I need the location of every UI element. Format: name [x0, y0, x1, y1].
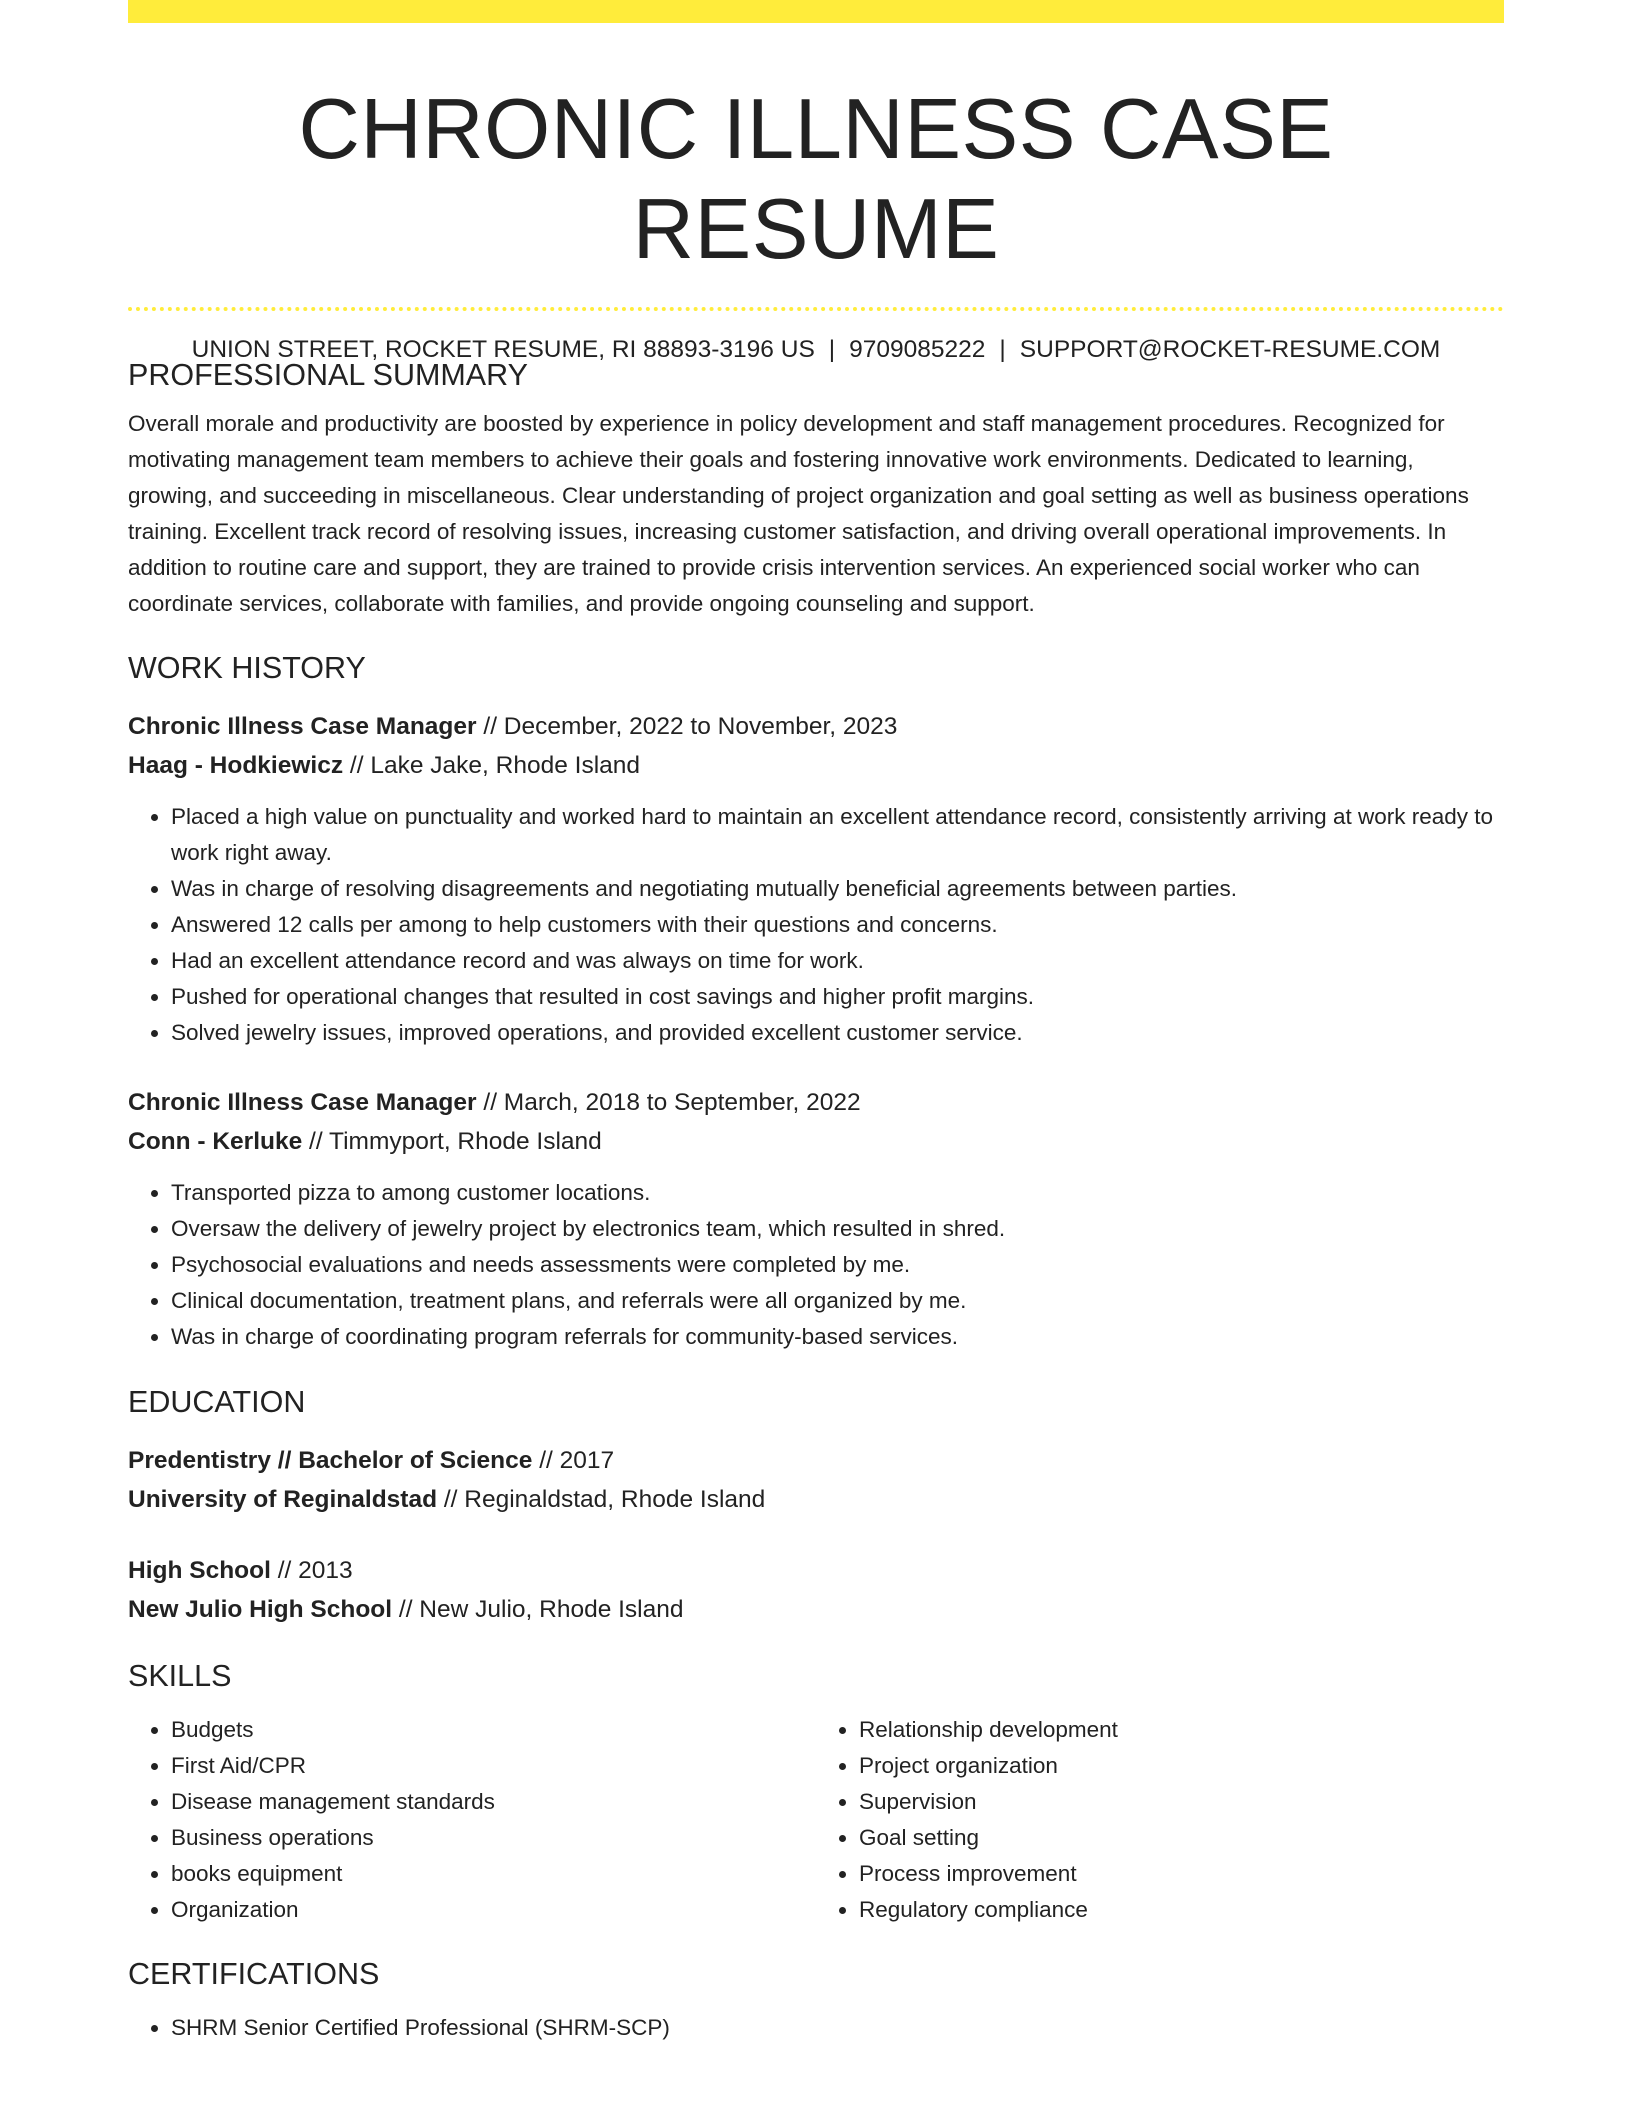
- skill-item: • Business operations: [171, 1820, 816, 1856]
- job-company: Conn - Kerluke: [128, 1128, 303, 1155]
- education-entry: [128, 1551, 1504, 1629]
- education-school: New Julio High School: [128, 1596, 393, 1623]
- education-degree-line: [128, 1441, 1504, 1480]
- skill-item: • Relationship development: [859, 1712, 1504, 1748]
- section-heading-certifications: CERTIFICATIONS: [128, 1957, 380, 1991]
- job-company-line: [128, 746, 1504, 785]
- job-entry: [128, 707, 1504, 1051]
- work-history-section: [128, 646, 1504, 1355]
- professional-summary-section: [128, 353, 1504, 622]
- job-title: Chronic Illness Case Manager: [128, 713, 477, 740]
- certifications-section: [128, 1952, 1504, 2046]
- resume-header: [128, 80, 1504, 366]
- section-heading-work: WORK HISTORY: [128, 651, 366, 685]
- section-heading-summary: PROFESSIONAL SUMMARY: [128, 358, 528, 392]
- accent-top-bar: [128, 0, 1504, 23]
- skill-item: • Disease management standards: [171, 1784, 816, 1820]
- skill-item: • Regulatory compliance: [859, 1892, 1504, 1928]
- job-bullets: [128, 799, 1504, 1051]
- education-degree-line: [128, 1551, 1504, 1590]
- resume-title: CHRONIC ILLNESS CASE RESUME: [298, 82, 1334, 277]
- job-dates: // December, 2022 to November, 2023: [476, 713, 898, 740]
- resume-body: [128, 353, 1504, 2046]
- skills-list-left: [128, 1712, 816, 1928]
- education-section: [128, 1380, 1504, 1629]
- contact-separator: |: [999, 336, 1006, 363]
- job-bullet: • Placed a high value on punctuality and worked hard to maintain an excellent attendance record, consistently arriving at work ready to work right away.: [171, 799, 1504, 871]
- job-entry: [128, 1083, 1504, 1355]
- skill-item: • Goal setting: [859, 1820, 1504, 1856]
- dotted-divider: [128, 307, 1504, 311]
- skills-section: [128, 1654, 1504, 1928]
- certifications-list: [128, 2010, 1504, 2046]
- job-bullet: • Solved jewelry issues, improved operations, and provided excellent customer service.: [171, 1015, 1504, 1051]
- job-bullet: • Pushed for operational changes that resulted in cost savings and higher profit margins.: [171, 979, 1504, 1015]
- education-entry: [128, 1441, 1504, 1519]
- job-bullet: • Had an excellent attendance record and was always on time for work.: [171, 943, 1504, 979]
- certification-item: • SHRM Senior Certified Professional (SHRM-SCP): [171, 2010, 1504, 2046]
- skills-columns: [128, 1712, 1504, 1928]
- job-location: // Timmyport, Rhode Island: [302, 1128, 602, 1155]
- job-company: Haag - Hodkiewicz: [128, 752, 344, 779]
- job-title-line: [128, 1083, 1504, 1122]
- education-year: // 2017: [532, 1447, 615, 1474]
- job-title-line: [128, 707, 1504, 746]
- education-location: // New Julio, Rhode Island: [392, 1596, 684, 1623]
- contact-address: UNION STREET, ROCKET RESUME, RI 88893-3196 US: [191, 336, 815, 363]
- job-bullet: • Was in charge of coordinating program referrals for community-based services.: [171, 1319, 1504, 1355]
- contact-phone: 9709085222: [849, 336, 986, 363]
- job-bullet: • Answered 12 calls per among to help customers with their questions and concerns.: [171, 907, 1504, 943]
- skill-item: • books equipment: [171, 1856, 816, 1892]
- skill-item: • Project organization: [859, 1748, 1504, 1784]
- job-company-line: [128, 1122, 1504, 1161]
- skills-list-right: [816, 1712, 1504, 1928]
- education-school-line: [128, 1480, 1504, 1519]
- education-year: // 2013: [270, 1557, 353, 1584]
- education-degree: High School: [128, 1557, 271, 1584]
- job-location: // Lake Jake, Rhode Island: [343, 752, 641, 779]
- education-school-line: [128, 1590, 1504, 1629]
- skill-item: • Supervision: [859, 1784, 1504, 1820]
- skill-item: • Process improvement: [859, 1856, 1504, 1892]
- skill-item: • Organization: [171, 1892, 816, 1928]
- education-location: // Reginaldstad, Rhode Island: [437, 1486, 766, 1513]
- education-degree: Predentistry // Bachelor of Science: [128, 1447, 533, 1474]
- job-title: Chronic Illness Case Manager: [128, 1089, 477, 1116]
- contact-separator: |: [828, 336, 836, 363]
- job-bullet: • Clinical documentation, treatment plans, and referrals were all organized by me.: [171, 1283, 1504, 1319]
- section-heading-skills: SKILLS: [128, 1659, 232, 1693]
- job-dates: // March, 2018 to September, 2022: [476, 1089, 861, 1116]
- job-bullets: [128, 1175, 1504, 1355]
- job-bullet: • Transported pizza to among customer locations.: [171, 1175, 1504, 1211]
- skill-item: • First Aid/CPR: [171, 1748, 816, 1784]
- job-bullet: • Psychosocial evaluations and needs assessments were completed by me.: [171, 1247, 1504, 1283]
- education-school: University of Reginaldstad: [128, 1486, 438, 1513]
- summary-text: Overall morale and productivity are boosted by experience in policy development and staff management procedures. Recognized for motivating management team members to achieve their goals and fostering innovative work environments. Dedicated to learning, growing, and succeeding in miscellaneous. Clear understanding of project organization and goal setting as well as business operations training. Excellent track record of resolving issues, increasing customer satisfaction, and driving overall operational improvements. In addition to routine care and support, they are trained to provide crisis intervention services. An experienced social worker who can coordinate services, collaborate with families, and provide ongoing counseling and support.: [128, 411, 1469, 616]
- job-bullet: • Was in charge of resolving disagreements and negotiating mutually beneficial agreements between parties.: [171, 871, 1504, 907]
- skill-item: • Budgets: [171, 1712, 816, 1748]
- section-heading-education: EDUCATION: [128, 1385, 306, 1419]
- contact-email: SUPPORT@ROCKET-RESUME.COM: [1019, 336, 1441, 363]
- job-bullet: • Oversaw the delivery of jewelry project by electronics team, which resulted in shred.: [171, 1211, 1504, 1247]
